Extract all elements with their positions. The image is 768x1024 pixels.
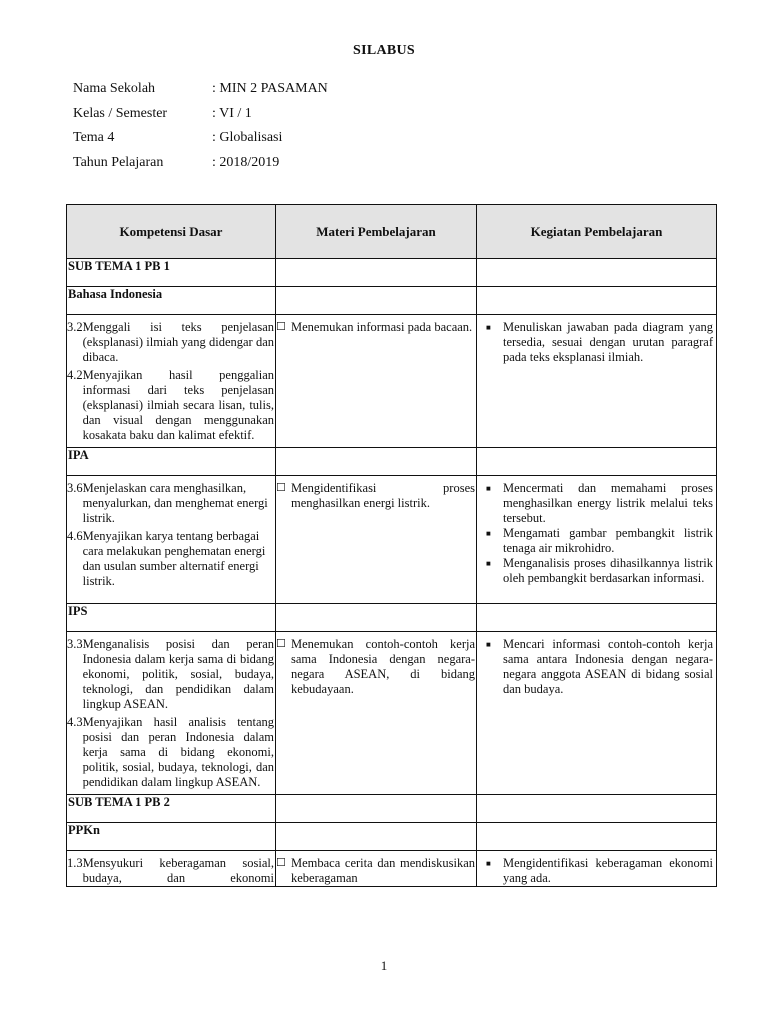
kd-text: Menganalisis posisi dan peran Indonesia dalam kerja sama di bidang ekonomi, politik, sosial, budaya, teknologi, dan pendidikan dalam lingkup ASEAN.	[82, 637, 274, 711]
kegiatan-cell	[477, 315, 717, 448]
square-bullet-icon: ■	[486, 640, 491, 649]
kegiatan-text: Mengidentifikasi keberagaman ekonomi yang ada.	[503, 856, 713, 885]
section-row	[67, 287, 717, 315]
kegiatan-item	[477, 526, 716, 556]
empty-cell	[276, 259, 477, 287]
kegiatan-text: Mengamati gambar pembangkit listrik tenaga air mikrohidro.	[503, 526, 713, 555]
info-row-class	[73, 106, 328, 131]
kegiatan-item	[477, 856, 716, 886]
section-label-subject: IPS	[67, 604, 276, 632]
kd-text: Menggali isi teks penjelasan (eksplanasi) ilmiah yang didengar dan dibaca.	[82, 320, 274, 364]
table-header-row	[67, 205, 717, 259]
materi-text: Menemukan contoh-contoh kerja sama Indonesia dengan negara-negara ASEAN, di bidang kebudayaan.	[291, 637, 475, 696]
section-row	[67, 448, 717, 476]
empty-cell	[276, 287, 477, 315]
info-label: Tahun Pelajaran	[73, 154, 164, 170]
kd-text: Menyajikan hasil analisis tentang posisi dan peran Indonesia dalam kerja sama di bidang ekonomi, politik, sosial, budaya, teknologi, dan pendidikan dalam lingkup ASEAN.	[82, 715, 274, 789]
info-label: Kelas / Semester	[73, 105, 168, 121]
section-label-subtema: SUB TEMA 1 PB 2	[67, 795, 276, 823]
materi-cell	[276, 476, 477, 604]
empty-cell	[276, 448, 477, 476]
square-bullet-icon: ■	[486, 484, 491, 493]
section-row	[67, 795, 717, 823]
info-label: Nama Sekolah	[73, 81, 156, 96]
kd-number: 3.3	[67, 637, 83, 651]
materi-item	[276, 320, 476, 335]
kegiatan-cell	[477, 851, 717, 887]
kd-number: 4.2	[67, 368, 83, 382]
info-row-year	[73, 155, 328, 180]
kegiatan-text: Menuliskan jawaban pada diagram yang tersedia, sesuai dengan urutan paragraf pada teks eksplanasi ilmiah.	[503, 320, 713, 364]
info-row-school	[73, 81, 328, 106]
kegiatan-cell	[477, 632, 717, 795]
section-row	[67, 604, 717, 632]
kd-item	[67, 715, 275, 790]
section-row	[67, 259, 717, 287]
section-label-subtema: SUB TEMA 1 PB 1	[67, 259, 276, 287]
square-box-icon: ☐	[276, 857, 286, 869]
kd-number: 3.2	[67, 320, 83, 334]
empty-cell	[276, 795, 477, 823]
empty-cell	[276, 823, 477, 851]
kegiatan-cell	[477, 476, 717, 604]
kd-item	[67, 529, 275, 589]
materi-cell	[276, 315, 477, 448]
kd-number: 3.6	[67, 481, 83, 495]
page-number: 1	[380, 958, 388, 973]
kd-item	[67, 856, 275, 886]
table-row	[67, 851, 717, 887]
empty-cell	[477, 448, 717, 476]
kegiatan-item	[477, 637, 716, 697]
table-row	[67, 476, 717, 604]
empty-cell	[477, 604, 717, 632]
kd-number: 1.3	[67, 856, 83, 870]
materi-item	[276, 637, 476, 697]
square-bullet-icon: ■	[486, 559, 491, 568]
kegiatan-text: Mencari informasi contoh-contoh kerja sama antara Indonesia dengan negara-negara anggota ASEAN di bidang sosial dan budaya.	[503, 637, 713, 696]
materi-text: Menemukan informasi pada bacaan.	[291, 320, 473, 334]
table-row	[67, 632, 717, 795]
square-box-icon: ☐	[276, 638, 286, 650]
empty-cell	[477, 795, 717, 823]
empty-cell	[276, 604, 477, 632]
kd-item	[67, 481, 275, 526]
school-info	[73, 81, 328, 179]
info-value: : MIN 2 PASAMAN	[212, 81, 328, 96]
info-value: : VI / 1	[212, 105, 252, 121]
square-box-icon: ☐	[276, 321, 286, 333]
section-row	[67, 823, 717, 851]
header-kegiatan: Kegiatan Pembelajaran	[477, 205, 717, 259]
empty-cell	[477, 287, 717, 315]
materi-cell	[276, 851, 477, 887]
info-value: : 2018/2019	[212, 154, 280, 170]
header-kompetensi: Kompetensi Dasar	[67, 205, 276, 259]
kd-text: Menyajikan hasil penggalian informasi dari teks penjelasan (eksplanasi) ilmiah secara lisan, tulis, dan visual dengan menggunakan kosakata baku dan kalimat efektif.	[82, 368, 274, 442]
kd-item	[67, 368, 275, 443]
empty-cell	[477, 823, 717, 851]
kd-number: 4.6	[67, 529, 83, 543]
section-label-subject: IPA	[67, 448, 276, 476]
kd-cell	[67, 632, 276, 795]
square-bullet-icon: ■	[486, 529, 491, 538]
section-label-subject: Bahasa Indonesia	[67, 287, 276, 315]
materi-item	[276, 856, 476, 886]
kd-text: Menyajikan karya tentang berbagai cara melakukan penghematan energi dan usulan sumber alternatif energi listrik.	[82, 529, 266, 588]
kegiatan-item	[477, 481, 716, 526]
square-bullet-icon: ■	[486, 859, 491, 868]
kegiatan-item	[477, 556, 716, 586]
materi-text: Mengidentifikasi proses menghasilkan energi listrik.	[291, 481, 475, 510]
kegiatan-text: Mencermati dan memahami proses menghasilkan energy listrik melalui teks tersebut.	[503, 481, 713, 525]
materi-item	[276, 481, 476, 511]
info-row-theme	[73, 130, 328, 155]
square-bullet-icon: ■	[486, 323, 491, 332]
header-materi: Materi Pembelajaran	[276, 205, 477, 259]
square-box-icon: ☐	[276, 482, 286, 494]
kd-cell	[67, 476, 276, 604]
document-title: SILABUS	[352, 43, 416, 58]
syllabus-table	[66, 204, 717, 887]
materi-text: Membaca cerita dan mendiskusikan keberagaman	[291, 856, 475, 885]
materi-cell	[276, 632, 477, 795]
kegiatan-text: Menganalisis proses dihasilkannya listrik oleh pembangkit berdasarkan informasi.	[503, 556, 713, 585]
kd-number: 4.3	[67, 715, 83, 729]
kd-cell	[67, 315, 276, 448]
kd-text: Menjelaskan cara menghasilkan, menyalurkan, dan menghemat energi listrik.	[82, 481, 268, 525]
kd-item	[67, 637, 275, 712]
info-value: : Globalisasi	[212, 130, 283, 145]
kegiatan-item	[477, 320, 716, 365]
empty-cell	[477, 259, 717, 287]
kd-item	[67, 320, 275, 365]
kd-text: Mensyukuri keberagaman sosial, budaya, dan ekonomi	[82, 856, 274, 885]
kd-cell	[67, 851, 276, 887]
table-row	[67, 315, 717, 448]
section-label-subject: PPKn	[67, 823, 276, 851]
info-label: Tema 4	[73, 130, 115, 145]
